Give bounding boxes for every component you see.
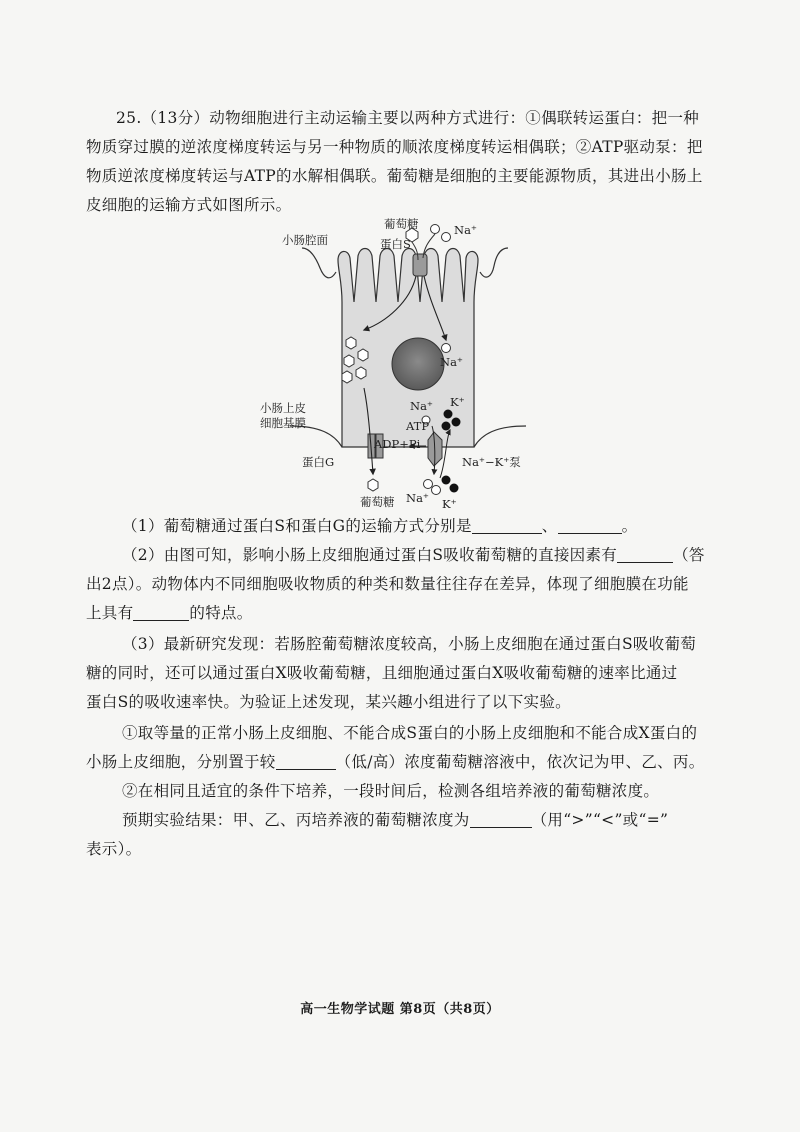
label-na-pump: Na⁺ xyxy=(410,399,433,413)
label-na-bottom: Na⁺ xyxy=(406,491,429,505)
potassium-ion-icon xyxy=(450,484,459,493)
potassium-ion-icon xyxy=(442,422,451,431)
sub-question-2-line-2: 出2点）。动物体内不同细胞吸收物质的种类和数量往往存在差异，体现了细胞膜在功能 xyxy=(86,575,689,593)
question-25-line-2: 物质穿过膜的逆浓度梯度转运与另一种物质的顺浓度梯度转运相偶联；②ATP驱动泵：把 xyxy=(86,138,703,156)
answer-blank-1a[interactable] xyxy=(472,517,542,534)
potassium-ion-icon xyxy=(442,476,451,485)
sub-question-1 xyxy=(122,512,742,541)
sub-question-2-line-1 xyxy=(122,541,742,570)
question-25-line-3: 物质逆浓度梯度转运与ATP的水解相偶联。葡萄糖是细胞的主要能源物质，其进出小肠上 xyxy=(86,167,703,185)
answer-blank-1b[interactable] xyxy=(558,517,622,534)
label-glucose-bottom: 葡萄糖 xyxy=(360,495,395,509)
answer-blank-2a[interactable] xyxy=(617,546,673,563)
label-pump: Na⁺−K⁺泵 xyxy=(462,455,521,469)
label-protein-g: 蛋白G xyxy=(302,455,335,469)
q2-text-e: 的特点。 xyxy=(189,604,253,622)
sodium-ion-icon xyxy=(442,233,451,242)
answer-blank-3b[interactable] xyxy=(470,811,532,828)
sub-question-3-line-1: （3）最新研究发现：若肠腔葡萄糖浓度较高，小肠上皮细胞在通过蛋白S吸收葡萄 xyxy=(122,635,697,653)
sub-question-2-line-3 xyxy=(86,599,706,628)
label-basement-1: 小肠上皮 xyxy=(260,401,306,415)
sodium-ion-icon xyxy=(442,344,451,353)
label-glucose-top: 葡萄糖 xyxy=(384,217,419,231)
transport-diagram xyxy=(250,212,550,514)
potassium-ion-icon xyxy=(452,418,461,427)
q1-text: （1）葡萄糖通过蛋白S和蛋白G的运输方式分别是 xyxy=(122,517,472,535)
label-lumen: 小肠腔面 xyxy=(282,233,328,247)
prediction-line-2: 表示）。 xyxy=(86,840,142,858)
label-na-top: Na⁺ xyxy=(454,223,477,237)
step-1-line-1: ①取等量的正常小肠上皮细胞、不能合成S蛋白的小肠上皮细胞和不能合成X蛋白的 xyxy=(122,724,698,742)
glucose-hexagon-icon xyxy=(368,479,378,491)
question-25-line-1: 25.（13分）动物细胞进行主动运输主要以两种方式进行：①偶联转运蛋白：把一种 xyxy=(116,109,700,127)
q1-end: 。 xyxy=(621,517,638,535)
q2-text: （2）由图可知，影响小肠上皮细胞通过蛋白S吸收葡萄糖的直接因素有 xyxy=(122,546,618,564)
q2-text-b: （答 xyxy=(673,546,705,564)
sodium-ion-icon xyxy=(432,486,441,495)
step-1-line-2 xyxy=(86,748,706,777)
protein-s xyxy=(413,254,427,276)
label-atp: ATP xyxy=(406,419,430,433)
label-basement-2: 细胞基膜 xyxy=(260,416,306,430)
label-k-bottom: K⁺ xyxy=(442,497,457,511)
sodium-ion-icon xyxy=(431,225,440,234)
question-25-line-4: 皮细胞的运输方式如图所示。 xyxy=(86,196,292,214)
sub-question-3-line-3: 蛋白S的吸收速率快。为验证上述发现，某兴趣小组进行了以下实验。 xyxy=(86,693,571,711)
prediction-line-1 xyxy=(122,806,742,835)
q2-text-d: 上具有 xyxy=(86,604,134,622)
label-na-mid: Na⁺ xyxy=(440,355,463,369)
step-1-text-a: 小肠上皮细胞，分别置于较 xyxy=(86,753,276,771)
step-2: ②在相同且适宜的条件下培养，一段时间后，检测各组培养液的葡萄糖浓度。 xyxy=(122,782,660,800)
answer-blank-2b[interactable] xyxy=(133,604,189,621)
prediction-text-a: 预期实验结果：甲、乙、丙培养液的葡萄糖浓度为 xyxy=(122,811,470,829)
sub-question-3-line-2: 糖的同时，还可以通过蛋白X吸收葡萄糖，且细胞通过蛋白X吸收葡萄糖的速率比通过 xyxy=(86,664,678,682)
q1-separator: 、 xyxy=(541,517,558,535)
potassium-ion-icon xyxy=(444,410,453,419)
label-adp: ADP+Pi xyxy=(374,437,421,451)
page-footer: 高一生物学试题 第8页（共8页） xyxy=(300,1002,500,1017)
answer-blank-3a[interactable] xyxy=(276,753,336,770)
prediction-text-b: （用“>”“<”或“=” xyxy=(531,811,669,829)
label-k-top: K⁺ xyxy=(450,395,465,409)
label-protein-s: 蛋白S xyxy=(380,237,411,251)
step-1-text-b: （低/高）浓度葡萄糖溶液中，依次记为甲、乙、丙。 xyxy=(335,753,705,771)
sodium-ion-icon xyxy=(424,480,433,489)
nucleus xyxy=(392,338,444,390)
